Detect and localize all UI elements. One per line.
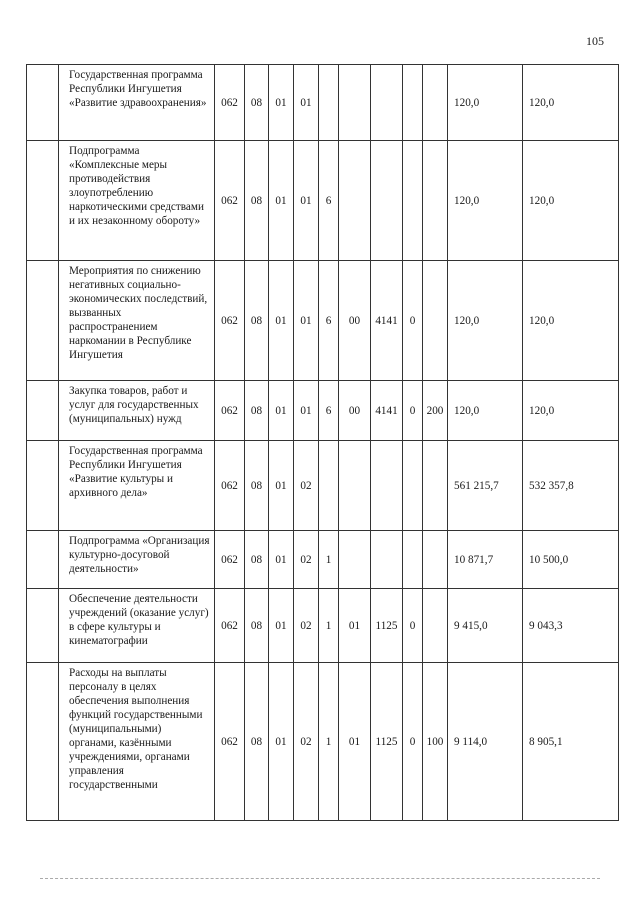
table-row bbox=[27, 663, 619, 821]
row-name: Закупка товаров, работ и услуг для государственных (муниципальных) нужд bbox=[59, 381, 215, 441]
code-expense-type: 100 bbox=[423, 663, 448, 821]
code-direction: 1125 bbox=[371, 663, 403, 821]
table-row bbox=[27, 261, 619, 381]
code-direction: 4141 bbox=[371, 381, 403, 441]
code-program: 02 bbox=[294, 589, 319, 663]
code-extra bbox=[403, 441, 423, 531]
code-expense-type bbox=[423, 261, 448, 381]
row-name: Государственная программа Республики Ингушетия «Развитие культуры и архивного дела» bbox=[59, 441, 215, 531]
row-name: Подпрограмма «Организация культурно-досуговой деятельности» bbox=[59, 531, 215, 589]
code-expense-type: 200 bbox=[423, 381, 448, 441]
code-extra bbox=[403, 531, 423, 589]
page-number: 105 bbox=[586, 34, 604, 48]
table-row bbox=[27, 381, 619, 441]
code-event bbox=[339, 65, 371, 141]
code-ved: 062 bbox=[215, 663, 245, 821]
code-expense-type bbox=[423, 589, 448, 663]
code-extra bbox=[403, 141, 423, 261]
code-expense-type bbox=[423, 531, 448, 589]
code-subprogram bbox=[319, 441, 339, 531]
table-row bbox=[27, 531, 619, 589]
code-section: 08 bbox=[245, 261, 269, 381]
empty-cell bbox=[27, 65, 59, 141]
code-direction bbox=[371, 441, 403, 531]
empty-cell bbox=[27, 531, 59, 589]
code-program: 01 bbox=[294, 65, 319, 141]
table-row bbox=[27, 441, 619, 531]
amount-2: 120,0 bbox=[523, 65, 619, 141]
footer-divider bbox=[40, 878, 600, 879]
amount-1: 120,0 bbox=[448, 141, 523, 261]
code-section: 08 bbox=[245, 589, 269, 663]
code-expense-type bbox=[423, 65, 448, 141]
code-section: 08 bbox=[245, 65, 269, 141]
table-row bbox=[27, 65, 619, 141]
empty-cell bbox=[27, 381, 59, 441]
code-subsection: 01 bbox=[269, 65, 294, 141]
empty-cell bbox=[27, 663, 59, 821]
code-extra bbox=[403, 65, 423, 141]
code-ved: 062 bbox=[215, 381, 245, 441]
code-extra: 0 bbox=[403, 381, 423, 441]
table-row bbox=[27, 141, 619, 261]
code-event bbox=[339, 141, 371, 261]
code-ved: 062 bbox=[215, 65, 245, 141]
code-expense-type bbox=[423, 441, 448, 531]
amount-2: 532 357,8 bbox=[523, 441, 619, 531]
code-subsection: 01 bbox=[269, 441, 294, 531]
code-subsection: 01 bbox=[269, 141, 294, 261]
amount-2: 120,0 bbox=[523, 381, 619, 441]
amount-1: 120,0 bbox=[448, 261, 523, 381]
code-subsection: 01 bbox=[269, 589, 294, 663]
code-section: 08 bbox=[245, 663, 269, 821]
code-ved: 062 bbox=[215, 589, 245, 663]
row-name: Мероприятия по снижению негативных социально-экономических последствий, вызванных распространением наркомании в Республике Ингушетия bbox=[59, 261, 215, 381]
table-row bbox=[27, 589, 619, 663]
code-section: 08 bbox=[245, 531, 269, 589]
amount-1: 120,0 bbox=[448, 65, 523, 141]
code-direction bbox=[371, 141, 403, 261]
amount-1: 9 114,0 bbox=[448, 663, 523, 821]
code-subsection: 01 bbox=[269, 261, 294, 381]
empty-cell bbox=[27, 261, 59, 381]
code-section: 08 bbox=[245, 441, 269, 531]
row-name: Государственная программа Республики Ингушетия «Развитие здравоохранения» bbox=[59, 65, 215, 141]
empty-cell bbox=[27, 441, 59, 531]
row-name: Расходы на выплаты персоналу в целях обеспечения выполнения функций государственными (муниципальными) органами, казёнными учреждениями, органами управления государственными bbox=[59, 663, 215, 821]
row-name: Подпрограмма «Комплексные меры противодействия злоупотреблению наркотическими средствами и их незаконному обороту» bbox=[59, 141, 215, 261]
code-ved: 062 bbox=[215, 441, 245, 531]
code-subprogram bbox=[319, 65, 339, 141]
code-ved: 062 bbox=[215, 261, 245, 381]
code-program: 02 bbox=[294, 663, 319, 821]
code-program: 01 bbox=[294, 141, 319, 261]
budget-table bbox=[26, 64, 619, 821]
amount-2: 9 043,3 bbox=[523, 589, 619, 663]
amount-2: 120,0 bbox=[523, 141, 619, 261]
code-ved: 062 bbox=[215, 531, 245, 589]
code-subprogram: 1 bbox=[319, 531, 339, 589]
code-extra: 0 bbox=[403, 663, 423, 821]
empty-cell bbox=[27, 141, 59, 261]
amount-1: 120,0 bbox=[448, 381, 523, 441]
amount-1: 10 871,7 bbox=[448, 531, 523, 589]
amount-2: 10 500,0 bbox=[523, 531, 619, 589]
amount-2: 8 905,1 bbox=[523, 663, 619, 821]
code-subprogram: 6 bbox=[319, 141, 339, 261]
code-section: 08 bbox=[245, 381, 269, 441]
code-extra: 0 bbox=[403, 589, 423, 663]
amount-2: 120,0 bbox=[523, 261, 619, 381]
code-direction bbox=[371, 65, 403, 141]
code-program: 02 bbox=[294, 441, 319, 531]
code-event: 00 bbox=[339, 381, 371, 441]
code-direction: 4141 bbox=[371, 261, 403, 381]
code-expense-type bbox=[423, 141, 448, 261]
code-program: 01 bbox=[294, 381, 319, 441]
code-event bbox=[339, 531, 371, 589]
code-subprogram: 6 bbox=[319, 261, 339, 381]
code-program: 01 bbox=[294, 261, 319, 381]
code-event bbox=[339, 441, 371, 531]
code-subsection: 01 bbox=[269, 381, 294, 441]
code-subprogram: 1 bbox=[319, 589, 339, 663]
code-subprogram: 6 bbox=[319, 381, 339, 441]
row-name: Обеспечение деятельности учреждений (оказание услуг) в сфере культуры и кинематографии bbox=[59, 589, 215, 663]
code-section: 08 bbox=[245, 141, 269, 261]
empty-cell bbox=[27, 589, 59, 663]
code-extra: 0 bbox=[403, 261, 423, 381]
code-event: 00 bbox=[339, 261, 371, 381]
code-ved: 062 bbox=[215, 141, 245, 261]
code-direction: 1125 bbox=[371, 589, 403, 663]
code-subsection: 01 bbox=[269, 531, 294, 589]
code-event: 01 bbox=[339, 589, 371, 663]
code-event: 01 bbox=[339, 663, 371, 821]
code-subprogram: 1 bbox=[319, 663, 339, 821]
code-direction bbox=[371, 531, 403, 589]
amount-1: 9 415,0 bbox=[448, 589, 523, 663]
code-program: 02 bbox=[294, 531, 319, 589]
amount-1: 561 215,7 bbox=[448, 441, 523, 531]
code-subsection: 01 bbox=[269, 663, 294, 821]
